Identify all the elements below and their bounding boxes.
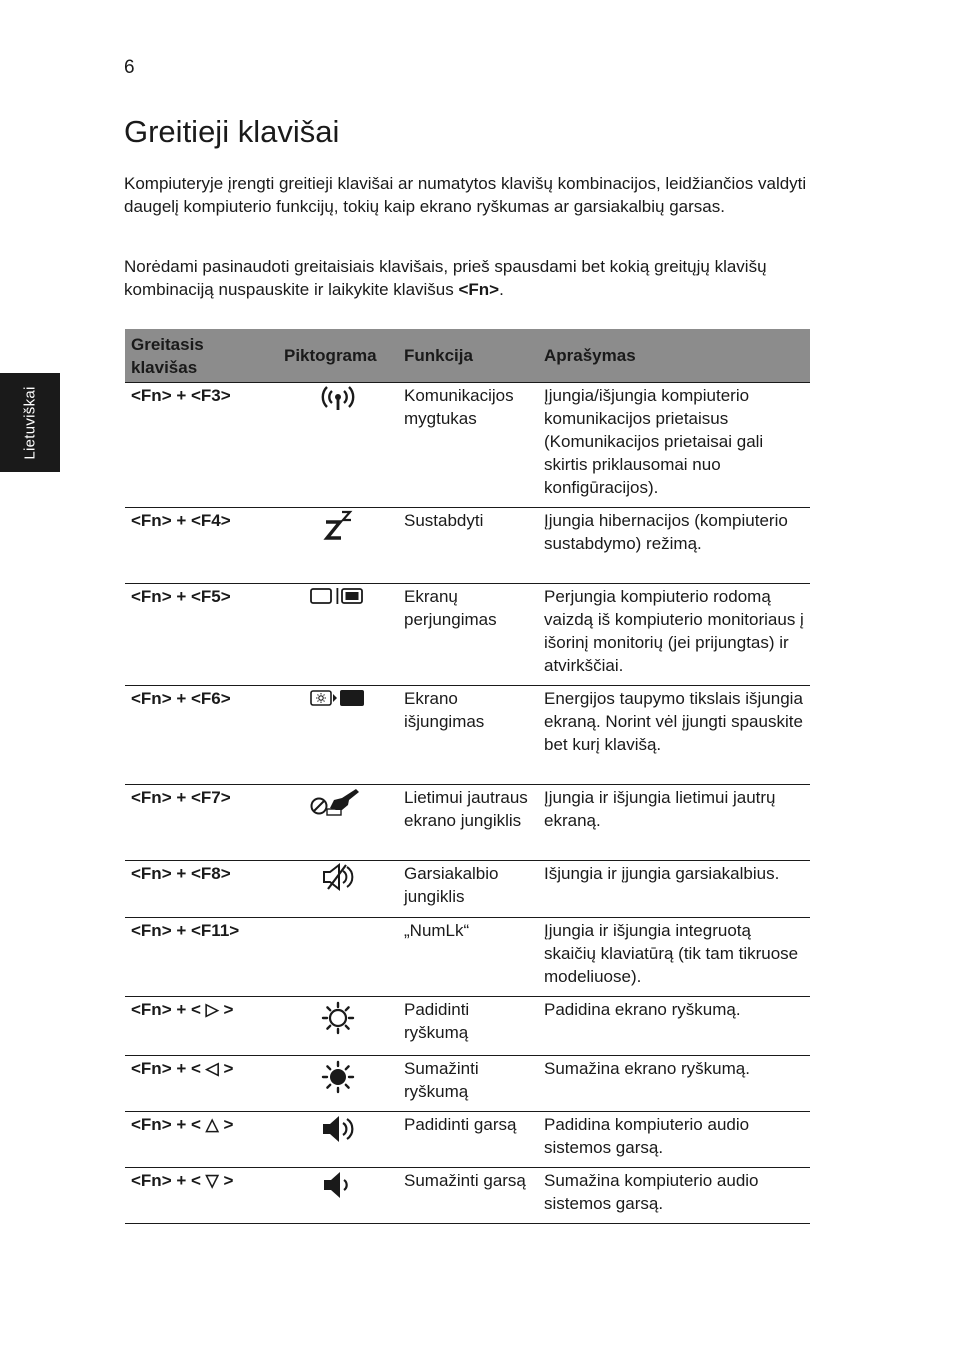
description-cell: Įjungia ir išjungia lietimui jautrų ekraną. [538,785,810,861]
header-icon: Piktograma [278,329,398,383]
function-cell: Sumažinti garsą [398,1168,538,1224]
touchpad-toggle-icon [308,786,368,820]
function-cell: Padidinti ryškumą [398,997,538,1056]
icon-cell [278,686,398,785]
language-side-tab-label: Lietuviškai [21,386,39,460]
table-row [125,1056,810,1112]
icon-cell [278,918,398,997]
icon-cell [278,584,398,686]
description-cell: Padidina kompiuterio audio sistemos garsą. [538,1112,810,1168]
table-row [125,1112,810,1168]
hotkey-cell: <Fn> + < ◁ > [125,1056,278,1112]
volume-up-icon [318,1113,358,1145]
screen-off-icon [308,687,368,709]
icon-cell [278,785,398,861]
icon-cell [278,508,398,584]
hotkey-cell: <Fn> + <F7> [125,785,278,861]
page-title: Greitieji klavišai [124,114,340,149]
wireless-icon [318,384,358,414]
hotkey-cell: <Fn> + < ▷ > [125,997,278,1056]
hotkey-cell: <Fn> + < ▽ > [125,1168,278,1224]
intro-paragraph: Kompiuteryje įrengti greitieji klavišai ar numatytos klavišų kombinacijos, leidžiančios valdyti daugelį kompiuterio funkcijų, tokių kaip ekrano ryškumas ar garsiakalbių garsas. [124,174,807,216]
description-cell: Padidina ekrano ryškumą. [538,997,810,1056]
hotkeys-table [125,329,810,1224]
table-row [125,686,810,785]
usage-end: . [499,280,504,299]
table-row [125,383,810,508]
function-cell: „NumLk“ [398,918,538,997]
function-cell: Padidinti garsą [398,1112,538,1168]
brightness-up-icon [318,998,358,1038]
icon-cell [278,1056,398,1112]
header-description: Aprašymas [538,329,810,383]
function-cell: Lietimui jautraus ekrano jungiklis [398,785,538,861]
page-number: 6 [124,57,135,78]
header-function: Funkcija [398,329,538,383]
function-cell: Komunikacijos mygtukas [398,383,538,508]
icon-cell [278,997,398,1056]
description-cell: Energijos taupymo tikslais išjungia ekraną. Norint vėl įjungti spauskite bet kurį klavišą. [538,686,810,785]
function-cell: Sumažinti ryškumą [398,1056,538,1112]
description-cell: Įjungia ir išjungia integruotą skaičių klaviatūrą (tik tam tikruose modeliuose). [538,918,810,997]
function-cell: Sustabdyti [398,508,538,584]
hotkey-cell: <Fn> + <F11> [125,918,278,997]
table-row [125,785,810,861]
hotkey-cell: <Fn> + <F6> [125,686,278,785]
hotkey-cell: <Fn> + < △ > [125,1112,278,1168]
hotkey-cell: <Fn> + <F8> [125,861,278,918]
function-cell: Ekranų perjungimas [398,584,538,686]
table-row [125,508,810,584]
hotkey-cell: <Fn> + <F5> [125,584,278,686]
usage-text: Norėdami pasinaudoti greitaisiais klavišais, prieš spausdami bet kokią greitųjų klavišų kombinaciją nuspauskite ir laikykite klavišus [124,257,767,299]
icon-cell [278,1112,398,1168]
table-row [125,584,810,686]
table-row [125,997,810,1056]
icon-cell [278,383,398,508]
description-cell: Sumažina ekrano ryškumą. [538,1056,810,1112]
language-side-tab [0,373,60,472]
table-row [125,861,810,918]
hotkey-cell: <Fn> + <F3> [125,383,278,508]
speaker-mute-icon [318,862,358,892]
table-row [125,918,810,997]
icon-cell [278,861,398,918]
description-cell: Įjungia/išjungia kompiuterio komunikacijos prietaisus (Komunikacijos prietaisai gali skirtis priklausomai nuo konfigūracijos). [538,383,810,508]
function-cell: Ekrano išjungimas [398,686,538,785]
volume-down-icon [318,1169,358,1201]
table-row [125,1168,810,1224]
display-toggle-icon [308,585,368,607]
function-cell: Garsiakalbio jungiklis [398,861,538,918]
usage-paragraph [124,255,814,301]
brightness-down-icon [318,1057,358,1097]
icon-cell [278,1168,398,1224]
header-hotkey: Greitasis klavišas [125,329,278,383]
table-header-row [125,329,810,383]
description-cell: Sumažina kompiuterio audio sistemos garsą. [538,1168,810,1224]
usage-key: <Fn> [458,280,500,299]
hotkey-cell: <Fn> + <F4> [125,508,278,584]
description-cell: Perjungia kompiuterio rodomą vaizdą iš kompiuterio monitoriaus į išorinį monitorių (jei prijungtas) ir atvirkščiai. [538,584,810,686]
description-cell: Įjungia hibernacijos (kompiuterio sustabdymo) režimą. [538,508,810,584]
sleep-icon [318,509,358,543]
description-cell: Išjungia ir įjungia garsiakalbius. [538,861,810,918]
